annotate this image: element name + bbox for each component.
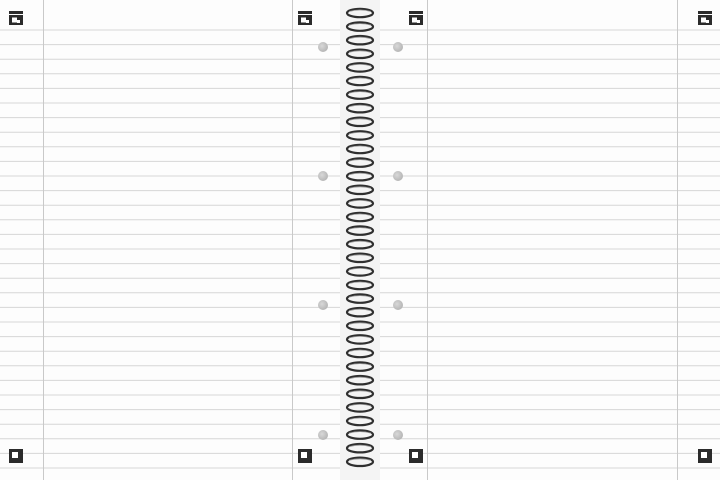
spiral-binding (340, 0, 380, 480)
notebook-brand-logo-icon (698, 449, 712, 463)
left-page-ruling (0, 0, 340, 480)
punch-hole (318, 171, 328, 181)
right-page-margin-line (677, 0, 678, 480)
punch-hole (318, 300, 328, 310)
punch-hole (318, 430, 328, 440)
punch-hole (393, 430, 403, 440)
notebook-brand-logo-icon (409, 11, 423, 25)
left-page (0, 0, 340, 480)
punch-hole (318, 42, 328, 52)
right-page-inner-margin-line (427, 0, 428, 480)
punch-hole (393, 300, 403, 310)
notebook-brand-logo-icon (9, 449, 23, 463)
notebook-brand-logo-icon (9, 11, 23, 25)
punch-hole (393, 42, 403, 52)
right-page (380, 0, 720, 480)
notebook-brand-logo-icon (298, 449, 312, 463)
punch-hole (393, 171, 403, 181)
notebook-brand-logo-icon (698, 11, 712, 25)
notebook-brand-logo-icon (298, 11, 312, 25)
right-page-ruling (380, 0, 720, 480)
left-page-inner-margin-line (292, 0, 293, 480)
left-page-margin-line (43, 0, 44, 480)
notebook-brand-logo-icon (409, 449, 423, 463)
